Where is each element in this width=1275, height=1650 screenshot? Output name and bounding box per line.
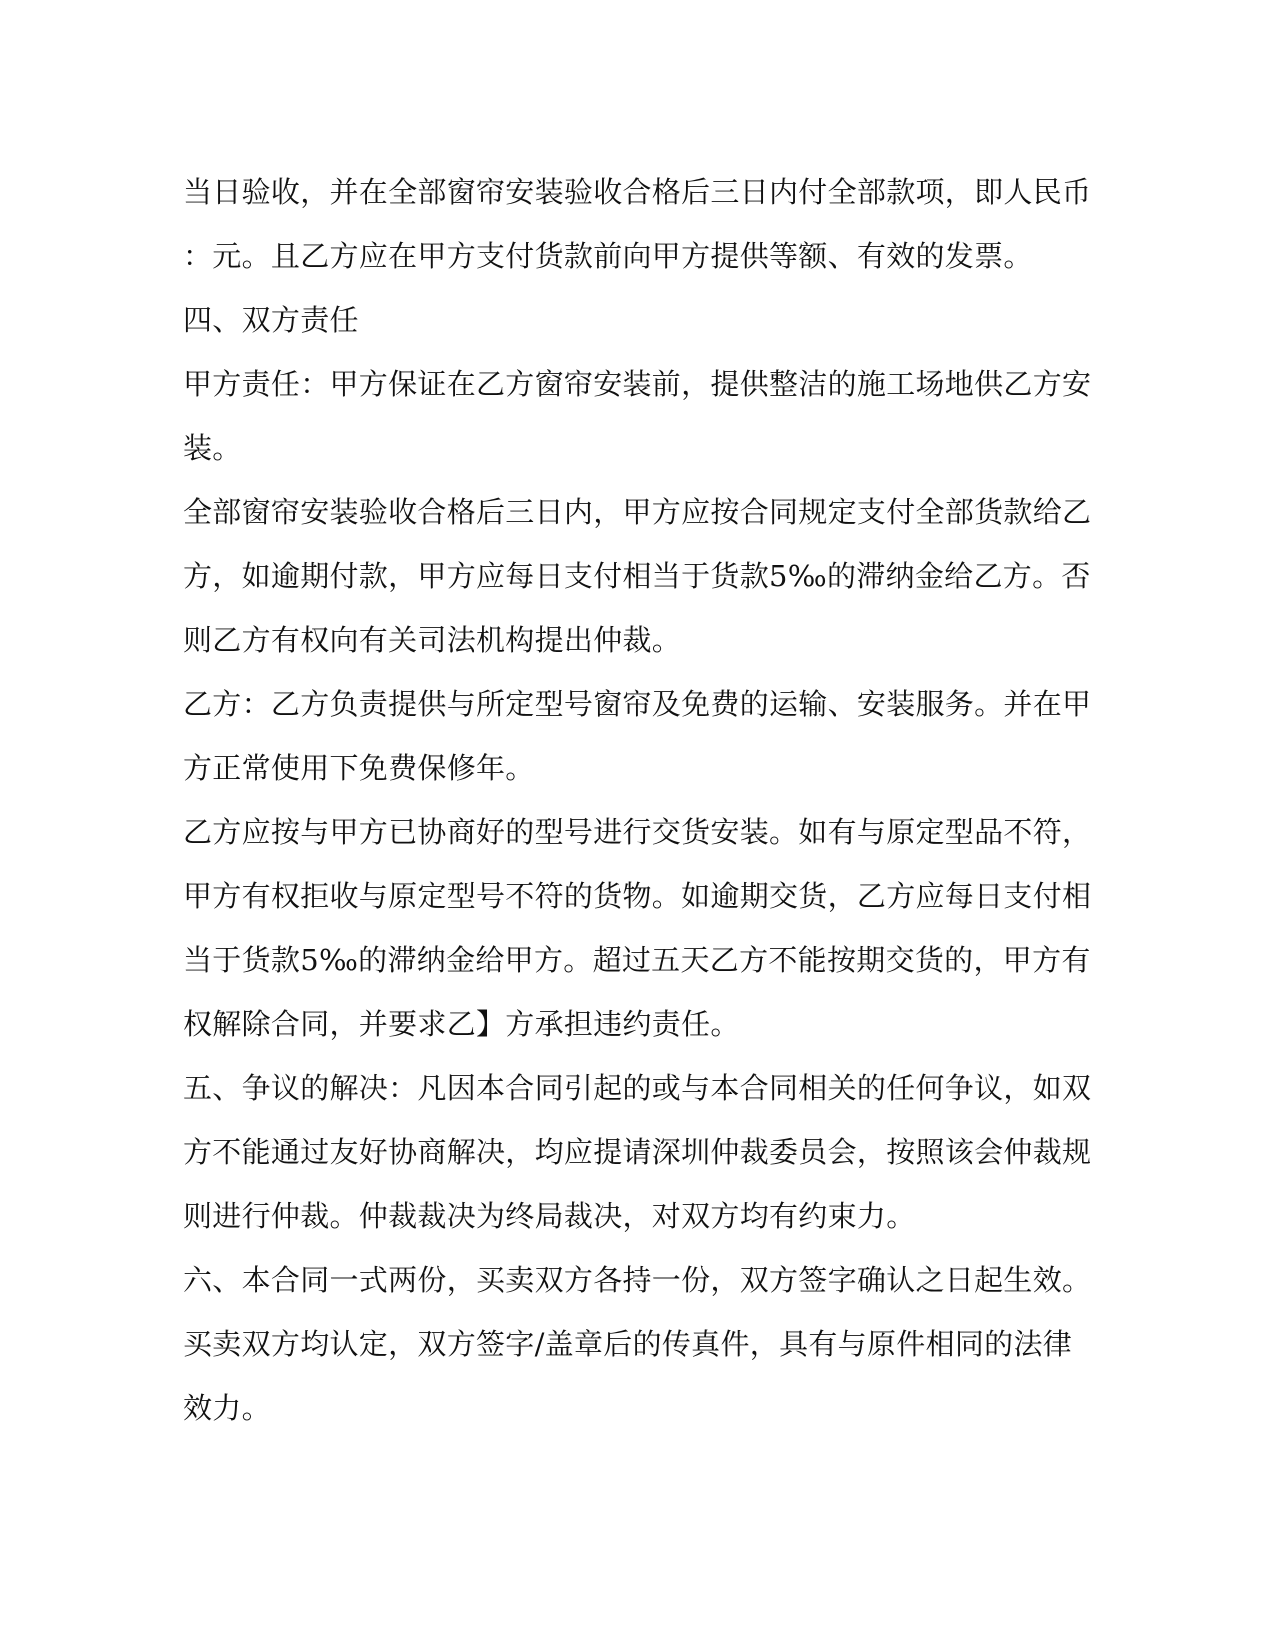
text-line: 方正常使用下免费保修年。 [183,751,535,785]
text-line: 甲方有权拒收与原定型号不符的货物。如逾期交货，乙方应每日支付相 [183,879,1092,913]
text-line: 六、本合同一式两份，买卖双方各持一份，双方签字确认之日起生效。 [183,1263,1092,1297]
section-heading: 四、双方责任 [183,303,359,337]
text-line: 方不能通过友好协商解决，均应提请深圳仲裁委员会，按照该会仲裁规 [183,1135,1092,1169]
text-line: 乙方应按与甲方已协商好的型号进行交货安装。如有与原定型品不符， [183,815,1092,849]
text-line: 买卖双方均认定，双方签字/盖章后的传真件，具有与原件相同的法律 [183,1327,1073,1361]
text-line: 乙方：乙方负责提供与所定型号窗帘及免费的运输、安装服务。并在甲 [183,687,1092,721]
text-line: 装。 [183,431,242,465]
text-line: 效力。 [183,1391,271,1425]
document-body [183,160,1092,1440]
text-line: ：元。且乙方应在甲方支付货款前向甲方提供等额、有效的发票。 [183,239,1033,273]
text-line: 全部窗帘安装验收合格后三日内，甲方应按合同规定支付全部货款给乙 [183,495,1092,529]
text-line: 则进行仲裁。仲裁裁决为终局裁决，对双方均有约束力。 [183,1199,916,1233]
text-line: 五、争议的解决：凡因本合同引起的或与本合同相关的任何争议，如双 [183,1071,1092,1105]
text-line: 当日验收，并在全部窗帘安装验收合格后三日内付全部款项，即人民币 [183,175,1092,209]
text-line: 当于货款5‰的滞纳金给甲方。超过五天乙方不能按期交货的，甲方有 [183,943,1091,977]
text-line: 甲方责任：甲方保证在乙方窗帘安装前，提供整洁的施工场地供乙方安 [183,367,1092,401]
text-line: 则乙方有权向有关司法机构提出仲裁。 [183,623,682,657]
text-line: 方，如逾期付款，甲方应每日支付相当于货款5‰的滞纳金给乙方。否 [183,559,1091,593]
text-line: 权解除合同，并要求乙】方承担违约责任。 [183,1007,740,1041]
